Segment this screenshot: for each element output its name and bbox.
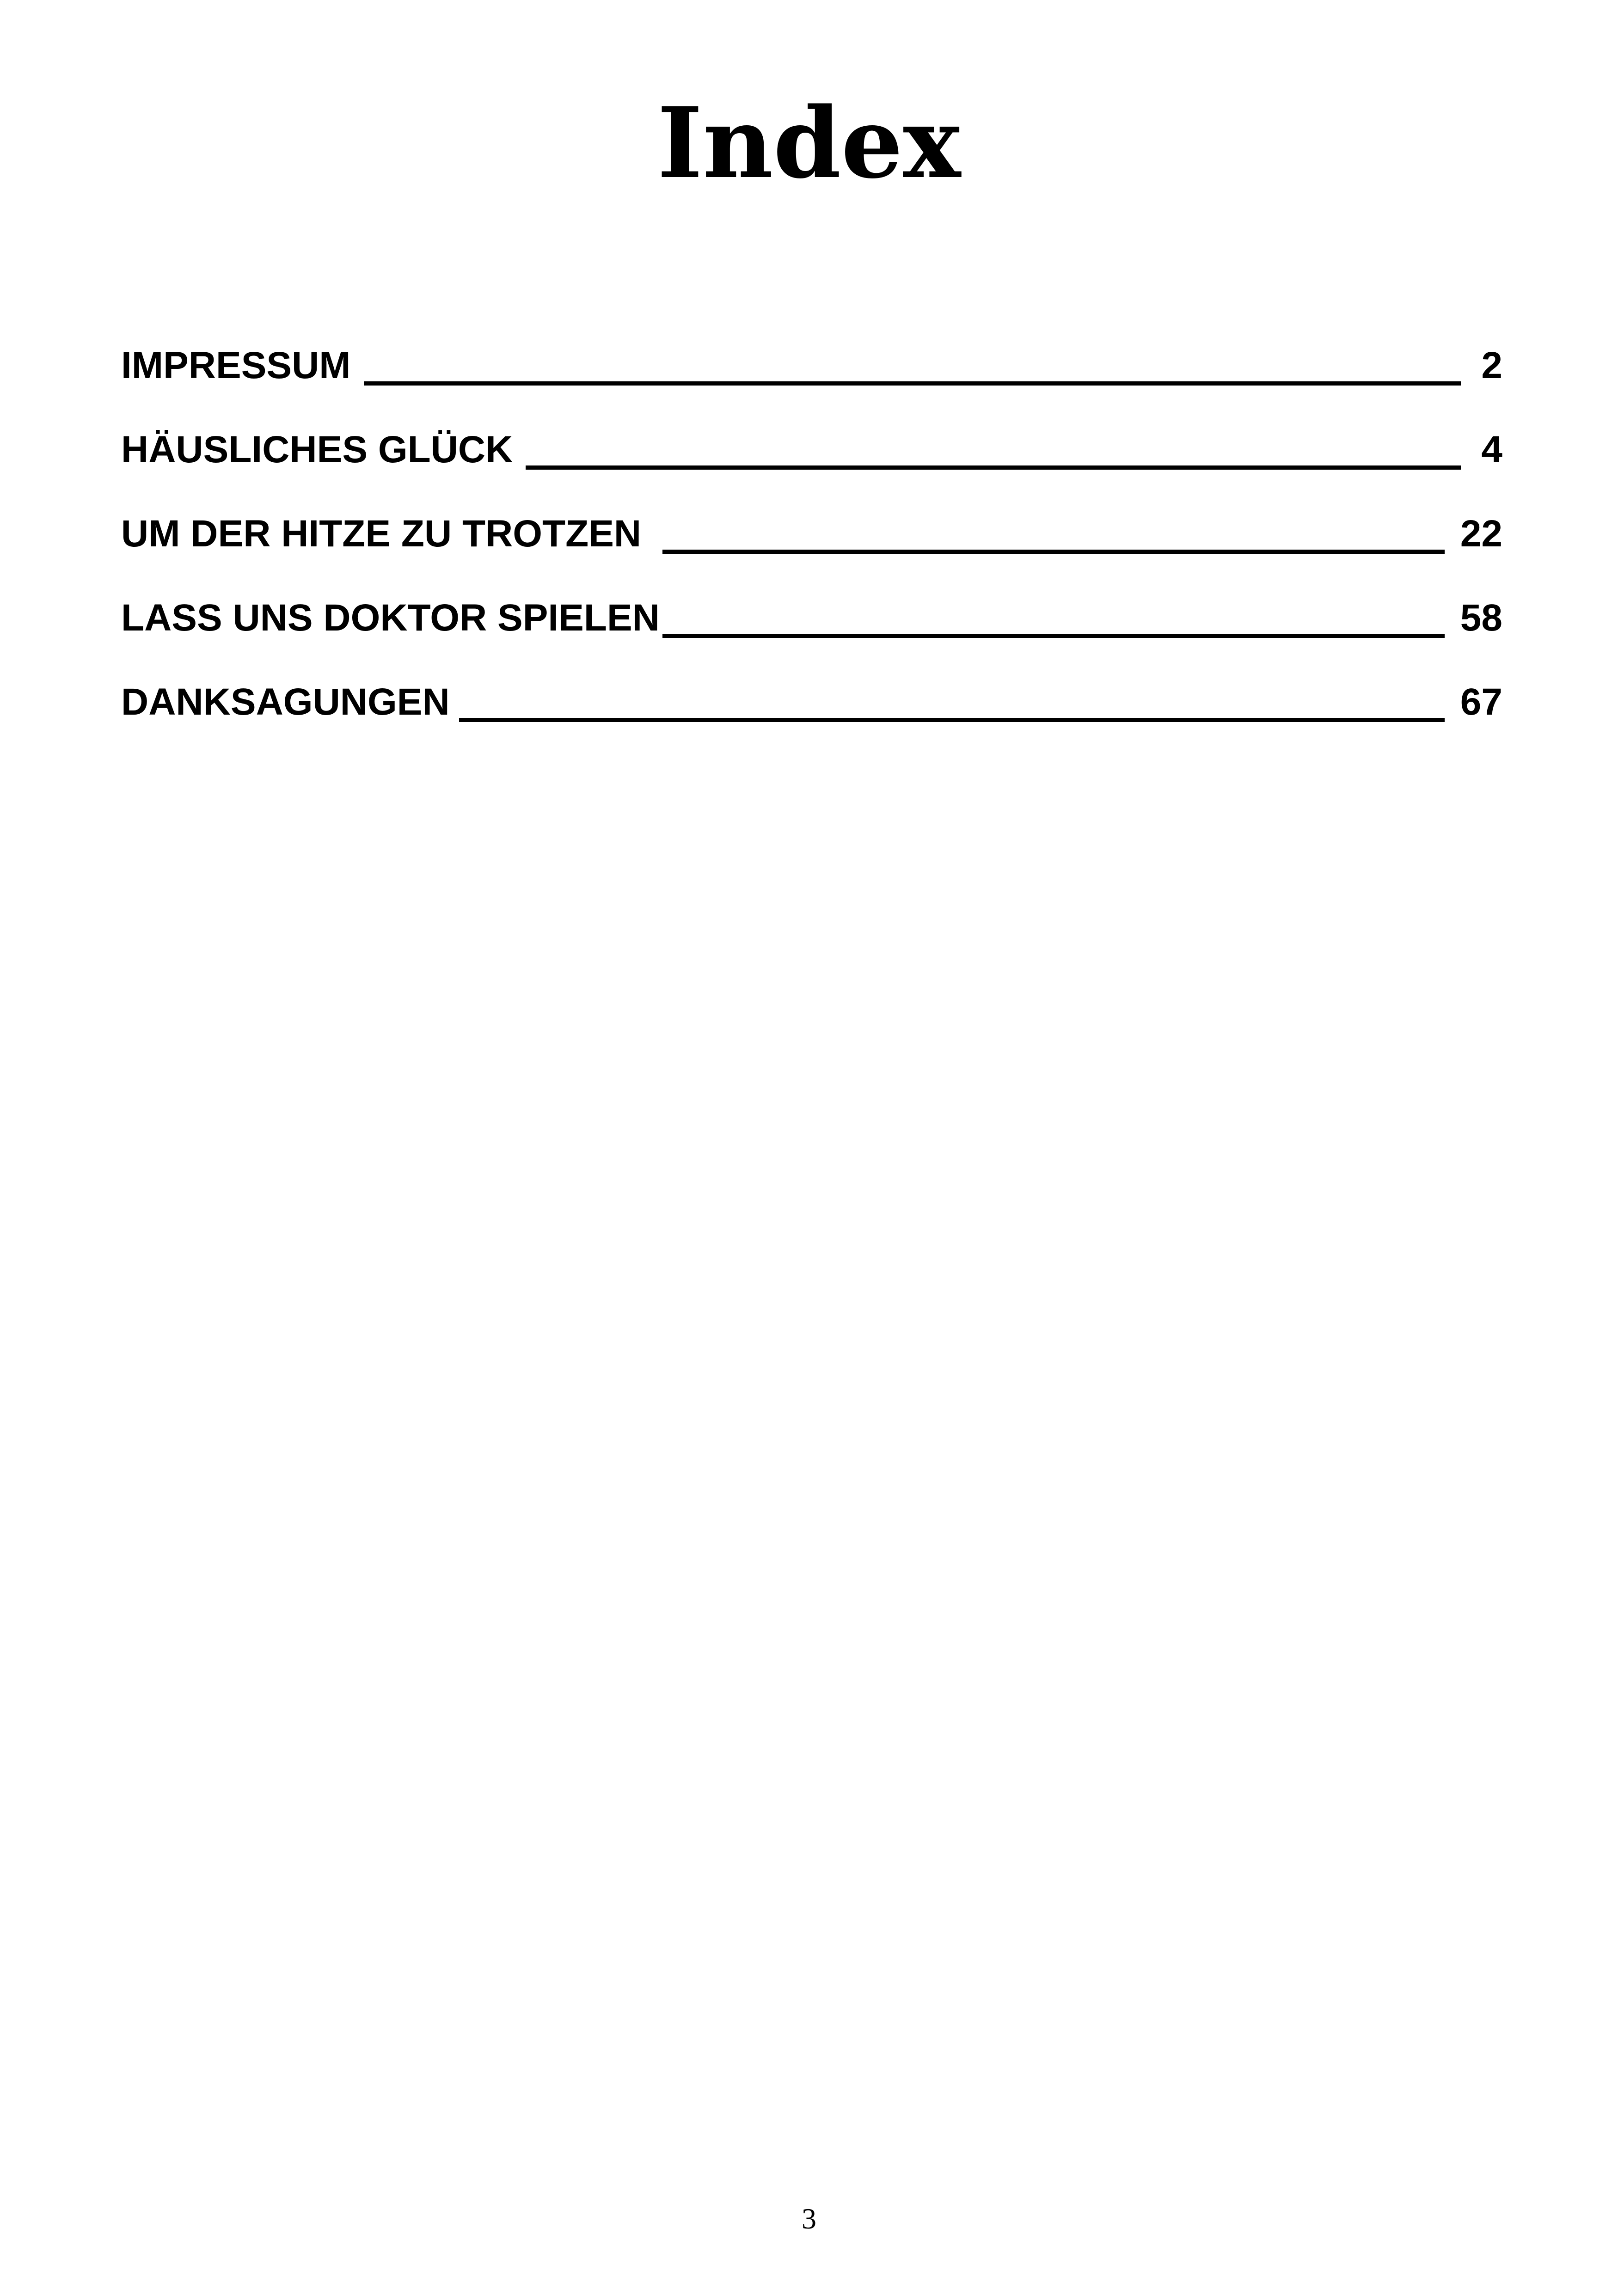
toc-entry-page: 58 — [1460, 597, 1502, 639]
toc-entry-page: 2 — [1481, 344, 1502, 386]
toc-entry-page: 67 — [1460, 681, 1502, 723]
table-of-contents — [121, 324, 1502, 744]
toc-leader-line — [662, 634, 1445, 638]
toc-entry-title: UM DER HITZE ZU TROTZEN — [121, 513, 642, 555]
toc-leader-line — [526, 465, 1461, 470]
toc-entry-title: LASS UNS DOKTOR SPIELEN — [121, 597, 660, 639]
toc-entry[interactable] — [121, 660, 1502, 744]
toc-entry[interactable] — [121, 324, 1502, 408]
toc-entry-title: IMPRESSUM — [121, 344, 351, 386]
toc-entry-title: DANKSAGUNGEN — [121, 681, 450, 723]
toc-entry[interactable] — [121, 576, 1502, 660]
toc-leader-line — [459, 718, 1445, 722]
toc-entry[interactable] — [121, 492, 1502, 576]
page-number: 3 — [802, 2202, 816, 2235]
toc-leader-line — [364, 381, 1461, 386]
toc-entry[interactable] — [121, 408, 1502, 492]
page-title: Index — [657, 86, 961, 200]
toc-entry-title: HÄUSLICHES GLÜCK — [121, 429, 513, 471]
toc-leader-line — [662, 550, 1445, 554]
toc-entry-page: 4 — [1481, 429, 1502, 471]
toc-entry-page: 22 — [1460, 513, 1502, 555]
